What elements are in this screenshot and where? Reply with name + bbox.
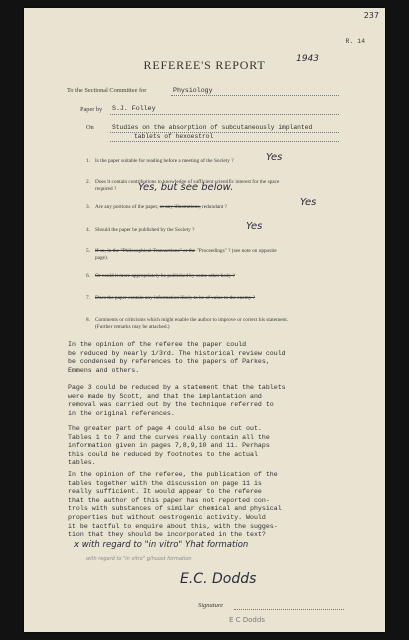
committee-label: To the Sectional Committee for [67, 87, 147, 94]
paper-on-label: On [86, 124, 94, 131]
signature-label: Signature [198, 602, 224, 609]
paper-author: S.J. Folley [112, 105, 156, 112]
answer-4: Yes [246, 221, 263, 232]
question-2: 2. Does it contain contributions to knowledge of sufficient scientific interest for the space required ? [86, 179, 280, 192]
question-1: 1. Is the paper suitable for reading before a meeting of the Society ? [86, 158, 234, 164]
page-title: REFEREE'S REPORT [143, 58, 266, 72]
paper-by-rule [110, 114, 339, 115]
paper-title-line-2: tablets of hexoestrol [134, 133, 214, 140]
question-4: 4. Should the paper be published by the Society ? [86, 227, 195, 233]
paper-title-line-1: Studies on the absorption of subcutaneously implanted [112, 124, 313, 131]
comment-paragraph-2: Page 3 could be reduced by a statement that the tablets were made by Scott, and that the implantation and removal was carried out by the technique referred to in the original references. [68, 384, 286, 417]
signature-rule [234, 609, 344, 610]
answer-2: Yes, but see below. [138, 182, 234, 193]
question-3: 3. Are any portions of the paper, or any illustrations, redundant ? [86, 204, 227, 210]
paper-by-label: Paper by [80, 106, 103, 113]
pencil-signature-name: E C Dodds [229, 616, 265, 624]
archive-number: 237 [363, 11, 379, 20]
question-7: 7. Does the paper contain any information likely to be of value to the enemy ? [86, 295, 256, 301]
committee-value: Physiology [173, 87, 213, 94]
answer-1: Yes [266, 152, 283, 163]
signature-scrawl: E.C. Dodds [180, 571, 257, 587]
report-sheet [24, 8, 385, 632]
reference-code: R. 14 [345, 38, 365, 45]
paper-on-rule-2 [110, 141, 339, 142]
comment-paragraph-4: In the opinion of the referee, the publication of the tables together with the discussion on page 11 is really sufficient. It would appear to the referee that the author of this paper has not reported con- trols with substances of similar chemical and physical properties but without oestrogenic activity. Would it be tactful to enquire about this, with the sugges- tion that they should be incorporated in the text? [68, 471, 282, 539]
comment-paragraph-3: The greater part of page 4 could also be cut out. Tables 1 to 7 and the curves really contain all the information given in pages 7,8,9,10 and 11. Perhaps this could be reduced by footnotes to the actual tables. [68, 425, 270, 467]
answer-3: Yes [300, 197, 317, 208]
committee-rule [171, 95, 339, 96]
faint-pencil-note: with regard to "in vitro" g/huost formation [86, 556, 192, 562]
question-8: 8. Comments or criticisms which might enable the author to improve or correct his statement. (Further remarks may be attached.) [86, 317, 288, 330]
year-annotation: 1943 [296, 54, 319, 64]
question-5: 5. If so, in the "Philosophical Transactions" or the "Proceedings" ? (see note on opposite page). [86, 248, 277, 261]
question-6: 6. Or could it more appropriately be published by some other body ? [86, 273, 235, 279]
handwritten-note: x with regard to "in vitro" Yhat formation [74, 540, 249, 550]
comment-paragraph-1: In the opinion of the referee the paper could be reduced by nearly 1/3rd. The historical review could be condensed by references to the papers of Parkes, Emmens and others. [68, 341, 286, 374]
